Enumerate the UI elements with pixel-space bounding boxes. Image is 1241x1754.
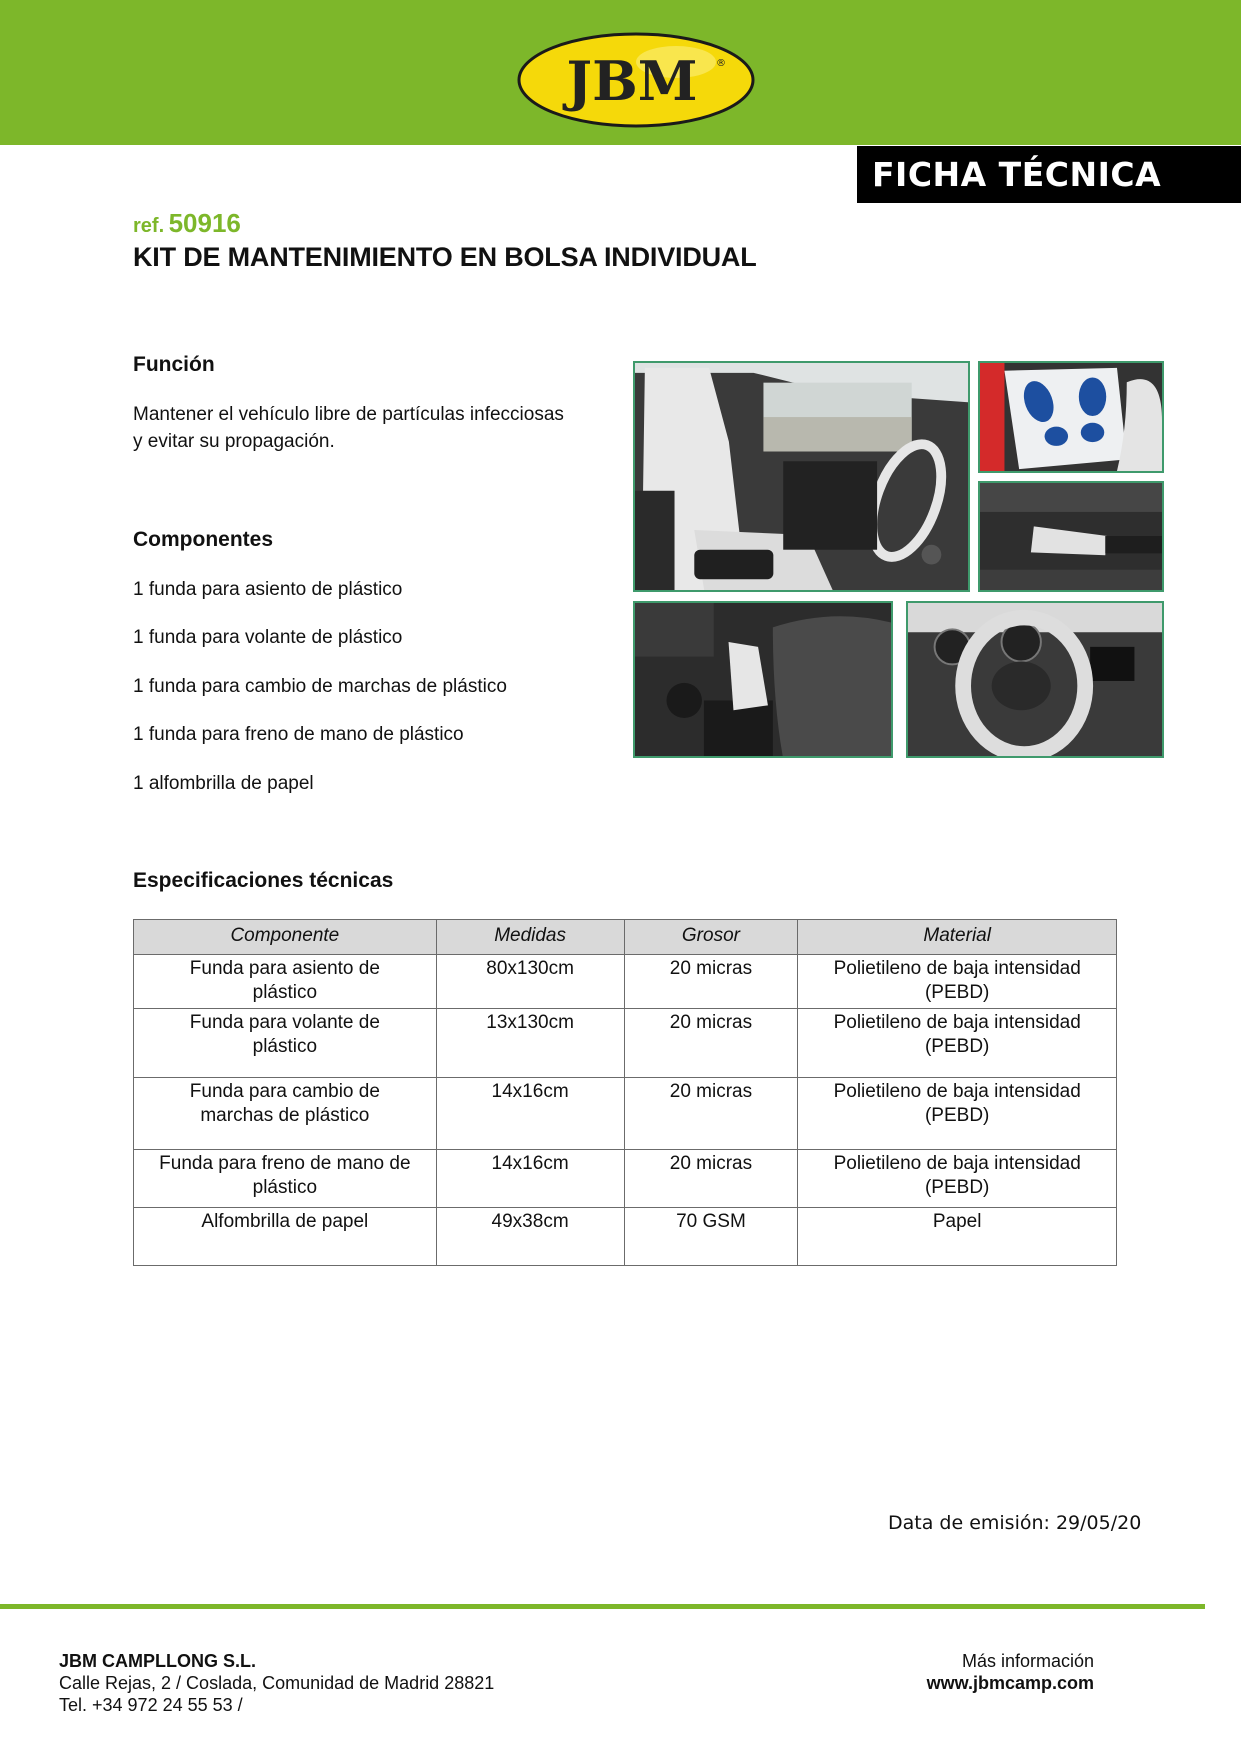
- table-header-row: [134, 920, 1117, 955]
- col-componente: Componente: [134, 920, 437, 955]
- cell-line: Polietileno de baja intensidad: [833, 1153, 1081, 1174]
- cell-material: [798, 1078, 1117, 1150]
- cell-medidas: 13x130cm: [436, 1009, 624, 1078]
- cell-line: Polietileno de baja intensidad: [833, 958, 1081, 979]
- cell-grosor: 70 GSM: [624, 1208, 798, 1266]
- cell-material: [798, 955, 1117, 1009]
- cell-line: Papel: [932, 1211, 982, 1232]
- component-item: 1 funda para volante de plástico: [133, 627, 403, 648]
- funcion-heading: Función: [133, 353, 215, 376]
- paper-floor-mat-photo: [978, 361, 1164, 473]
- cell-material: [798, 1009, 1117, 1078]
- cell-line: (PEBD): [924, 1036, 990, 1057]
- cell-material: [798, 1208, 1117, 1266]
- cell-line: Funda para volante de: [189, 1012, 380, 1033]
- table-row: [134, 1208, 1117, 1266]
- handbrake-cover-photo: [978, 481, 1164, 592]
- component-item: 1 funda para freno de mano de plástico: [133, 724, 464, 745]
- specs-heading: Especificaciones técnicas: [133, 869, 394, 892]
- cell-line: Funda para freno de mano de: [159, 1153, 411, 1174]
- jbm-logo: [516, 30, 756, 130]
- funcion-line-2: y evitar su propagación.: [133, 431, 335, 452]
- cell-medidas: 49x38cm: [436, 1208, 624, 1266]
- cell-line: marchas de plástico: [200, 1105, 370, 1126]
- col-grosor: Grosor: [624, 920, 798, 955]
- cell-line: Polietileno de baja intensidad: [833, 1012, 1081, 1033]
- cell-grosor: 20 micras: [624, 1078, 798, 1150]
- footer-address: Calle Rejas, 2 / Coslada, Comunidad de Madrid 28821: [59, 1673, 495, 1693]
- cell-line: Alfombrilla de papel: [201, 1211, 369, 1232]
- specs-table: [133, 919, 1117, 1266]
- footer-website-link[interactable]: www.jbmcamp.com: [926, 1673, 1094, 1693]
- component-item: 1 alfombrilla de papel: [133, 773, 314, 794]
- emission-date: Data de emisión: 29/05/20: [888, 1512, 1142, 1534]
- cell-material: [798, 1150, 1117, 1208]
- col-medidas: Medidas: [436, 920, 624, 955]
- cell-grosor: 20 micras: [624, 1009, 798, 1078]
- cell-line: Funda para cambio de: [189, 1081, 380, 1102]
- product-ref: [133, 208, 241, 239]
- cell-line: Funda para asiento de: [189, 958, 380, 979]
- cell-line: plástico: [252, 1177, 318, 1198]
- cell-grosor: 20 micras: [624, 955, 798, 1009]
- logo-text: JBM: [566, 49, 698, 113]
- product-title: KIT DE MANTENIMIENTO EN BOLSA INDIVIDUAL: [133, 242, 757, 272]
- cell-line: plástico: [252, 1036, 318, 1057]
- table-row: [134, 1078, 1117, 1150]
- cell-componente: [134, 1208, 437, 1266]
- ref-number: 50916: [168, 208, 241, 238]
- cell-line: plástico: [252, 982, 318, 1003]
- cell-line: (PEBD): [924, 1177, 990, 1198]
- componentes-heading: Componentes: [133, 528, 274, 551]
- component-item: 1 funda para cambio de marchas de plástico: [133, 676, 507, 697]
- cell-line: Polietileno de baja intensidad: [833, 1081, 1081, 1102]
- col-material: Material: [798, 920, 1117, 955]
- cell-medidas: 80x130cm: [436, 955, 624, 1009]
- cell-medidas: 14x16cm: [436, 1078, 624, 1150]
- cell-medidas: 14x16cm: [436, 1150, 624, 1208]
- cell-componente: [134, 1009, 437, 1078]
- table-row: [134, 955, 1117, 1009]
- cell-line: (PEBD): [924, 982, 990, 1003]
- component-item: 1 funda para asiento de plástico: [133, 579, 403, 600]
- ficha-tecnica-label: FICHA TÉCNICA: [857, 146, 1241, 203]
- footer-phone: Tel. +34 972 24 55 53 /: [59, 1695, 243, 1715]
- logo-registered-mark: ®: [716, 58, 726, 69]
- cell-componente: [134, 1078, 437, 1150]
- cell-line: (PEBD): [924, 1105, 990, 1126]
- cell-componente: [134, 955, 437, 1009]
- ref-label: ref.: [133, 215, 165, 237]
- steering-wheel-cover-photo: [906, 601, 1164, 758]
- footer-company: JBM CAMPLLONG S.L.: [59, 1651, 256, 1671]
- funcion-line-1: Mantener el vehículo libre de partículas infecciosas: [133, 404, 564, 425]
- gear-shift-cover-photo: [633, 601, 893, 758]
- cell-componente: [134, 1150, 437, 1208]
- footer-more-info: Más información: [961, 1651, 1094, 1671]
- car-seat-cover-photo: [633, 361, 970, 592]
- table-row: [134, 1150, 1117, 1208]
- table-row: [134, 1009, 1117, 1078]
- footer-divider: [0, 1604, 1205, 1609]
- cell-grosor: 20 micras: [624, 1150, 798, 1208]
